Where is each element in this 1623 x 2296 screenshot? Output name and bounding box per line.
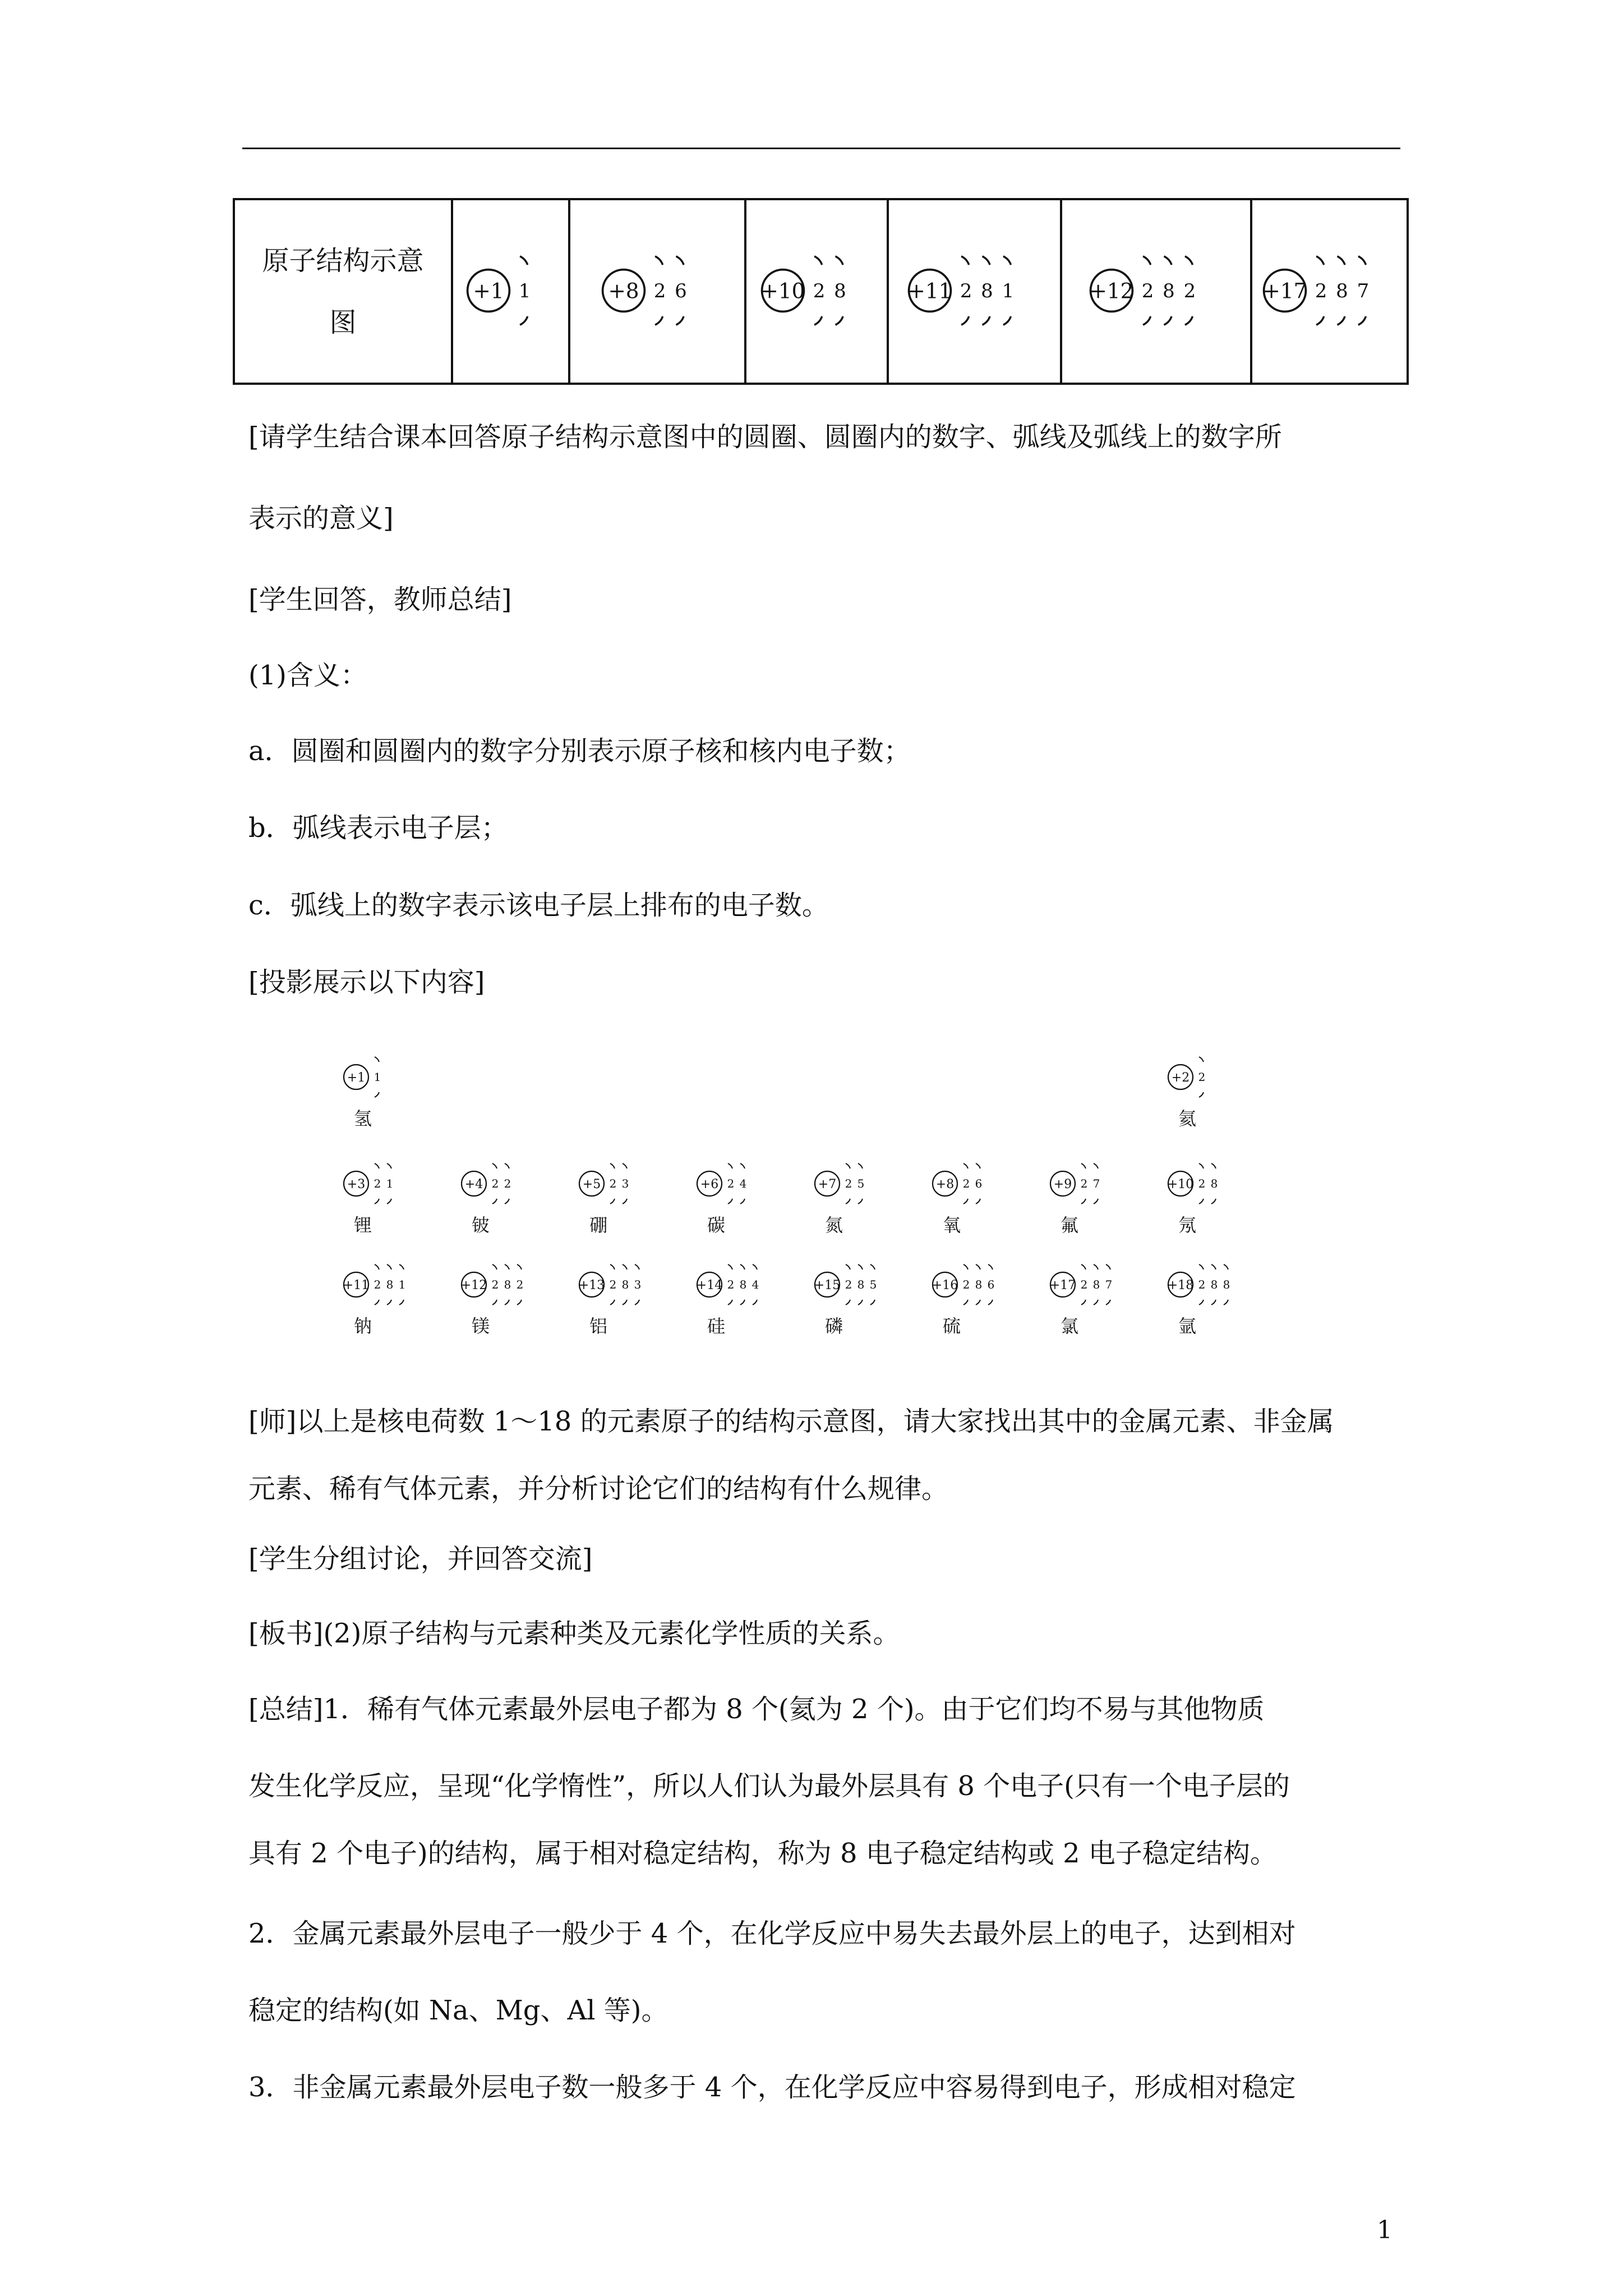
table-atom-cell — [1061, 199, 1251, 384]
element-cell — [579, 1163, 629, 1236]
shell-arc — [753, 1300, 757, 1305]
shell-arc — [740, 1199, 745, 1204]
shell-electron-count: 8 — [504, 1278, 511, 1291]
shell-electron-count: 2 — [845, 1177, 852, 1190]
shell-electron-count: 2 — [1080, 1278, 1088, 1291]
shell-arc — [1094, 1163, 1098, 1168]
shell-electron-count: 2 — [1141, 279, 1154, 302]
paragraph: a．圆圈和圆圈内的数字分别表示原子核和核内电子数； — [248, 735, 911, 767]
shell-arc — [375, 1264, 379, 1269]
paragraph: b．弧线表示电子层； — [248, 812, 508, 844]
shell-electron-count: 8 — [386, 1278, 394, 1291]
shell-arc — [814, 256, 822, 264]
paragraph: [师]以上是核电荷数 1～18 的元素原子的结构示意图，请大家找出其中的金属元素、非金属 — [248, 1406, 1334, 1437]
element-cell — [1168, 1057, 1205, 1129]
shell-electron-count: 2 — [813, 279, 826, 302]
shell-electron-count: 3 — [621, 1177, 629, 1190]
shell-electron-count: 6 — [675, 279, 687, 302]
shell-arc — [505, 1300, 509, 1305]
shell-arc — [1211, 1199, 1216, 1204]
shell-arc — [963, 1199, 968, 1204]
shell-electron-count: 2 — [609, 1278, 617, 1291]
shell-arc — [623, 1163, 627, 1168]
shell-arc — [1081, 1199, 1086, 1204]
nuclear-charge-label: +3 — [347, 1177, 366, 1191]
shell-electron-count: 1 — [374, 1070, 381, 1084]
paragraph: [板书](2)原子结构与元素种类及元素化学性质的关系。 — [248, 1618, 900, 1649]
shell-electron-count: 1 — [1002, 279, 1014, 302]
element-cell — [1050, 1163, 1100, 1236]
shell-electron-count: 8 — [975, 1278, 983, 1291]
shell-arc — [1003, 316, 1011, 324]
shell-arc — [961, 316, 969, 324]
shell-arc — [1143, 316, 1151, 324]
shell-arc — [387, 1300, 391, 1305]
shell-arc — [870, 1300, 875, 1305]
shell-arc — [610, 1264, 615, 1269]
nuclear-charge-label: +10 — [760, 278, 805, 303]
shell-electron-count: 2 — [516, 1278, 524, 1291]
shell-arc — [1337, 316, 1345, 324]
shell-electron-count: 2 — [1080, 1177, 1088, 1190]
shell-arc — [976, 1163, 980, 1168]
shell-electron-count: 3 — [634, 1278, 642, 1291]
element-name: 锂 — [353, 1214, 372, 1236]
shell-arc — [387, 1199, 391, 1204]
nuclear-charge-label: +12 — [460, 1278, 487, 1292]
shell-arc — [963, 1163, 968, 1168]
shell-arc — [520, 316, 528, 324]
shell-electron-count: 2 — [491, 1177, 499, 1190]
shell-arc — [387, 1163, 391, 1168]
element-structure-grid — [336, 1043, 1290, 1358]
nuclear-charge-label: +2 — [1171, 1071, 1190, 1085]
shell-electron-count: 5 — [857, 1177, 865, 1190]
shell-arc — [623, 1199, 627, 1204]
element-cell — [697, 1163, 746, 1236]
shell-arc — [1199, 1199, 1204, 1204]
nuclear-charge-label: +9 — [1053, 1177, 1072, 1191]
shell-arc — [1358, 256, 1366, 264]
nuclear-charge-label: +16 — [932, 1278, 958, 1292]
shell-arc — [1106, 1264, 1110, 1269]
shell-electron-count: 8 — [1162, 279, 1175, 302]
element-name: 硫 — [942, 1315, 961, 1337]
shell-arc — [1143, 256, 1151, 264]
element-cell — [814, 1264, 877, 1337]
element-cell — [815, 1163, 864, 1236]
shell-arc — [375, 1057, 379, 1062]
atom-diagram — [593, 234, 722, 347]
element-name: 氦 — [1178, 1108, 1197, 1129]
shell-arc — [655, 316, 663, 324]
shell-arc — [846, 1163, 850, 1168]
shell-arc — [492, 1300, 497, 1305]
paragraph: 元素、稀有气体元素，并分析讨论它们的结构有什么规律。 — [248, 1473, 949, 1504]
shell-arc — [1358, 316, 1366, 324]
nuclear-charge-label: +15 — [814, 1278, 841, 1292]
shell-electron-count: 2 — [1198, 1177, 1206, 1190]
shell-electron-count: 2 — [960, 279, 972, 302]
page-number: 1 — [1377, 2216, 1393, 2244]
element-cell — [697, 1264, 759, 1337]
shell-electron-count: 8 — [980, 279, 993, 302]
shell-electron-count: 8 — [1210, 1278, 1218, 1291]
shell-electron-count: 2 — [609, 1177, 617, 1190]
element-name: 氧 — [942, 1214, 961, 1236]
nuclear-charge-label: +5 — [582, 1177, 601, 1191]
nuclear-charge-label: +1 — [472, 278, 504, 303]
shell-arc — [610, 1300, 615, 1305]
shell-arc — [676, 256, 684, 264]
shell-arc — [1337, 256, 1345, 264]
shell-electron-count: 1 — [518, 279, 531, 302]
table-atom-cell — [452, 199, 569, 384]
shell-electron-count: 8 — [1092, 1278, 1100, 1291]
nuclear-charge-label: +7 — [818, 1177, 837, 1191]
shell-electron-count: 2 — [653, 279, 666, 302]
shell-arc — [1199, 1057, 1204, 1062]
shell-arc — [492, 1264, 497, 1269]
element-name: 氟 — [1060, 1214, 1079, 1236]
element-cell — [1168, 1264, 1230, 1337]
shell-arc — [728, 1300, 732, 1305]
shell-arc — [846, 1199, 850, 1204]
shell-arc — [976, 1199, 980, 1204]
shell-arc — [399, 1300, 404, 1305]
nuclear-charge-label: +1 — [347, 1071, 366, 1085]
paragraph: 发生化学反应，呈现“化学惰性”，所以人们认为最外层具有 8 个电子(只有一个电子层的 — [248, 1770, 1290, 1802]
shell-arc — [610, 1163, 615, 1168]
shell-electron-count: 1 — [398, 1278, 406, 1291]
shell-arc — [1199, 1300, 1204, 1305]
shell-arc — [1094, 1264, 1098, 1269]
atom-diagram — [1081, 234, 1232, 347]
nuclear-charge-label: +11 — [907, 278, 952, 303]
shell-electron-count: 2 — [374, 1278, 381, 1291]
paragraph: (1)含义： — [248, 660, 367, 691]
element-cell — [461, 1264, 524, 1337]
element-cell — [932, 1264, 995, 1337]
table-row — [234, 199, 1408, 384]
shell-arc — [505, 1199, 509, 1204]
shell-electron-count: 6 — [975, 1177, 983, 1190]
element-name: 硅 — [707, 1315, 726, 1337]
paragraph: [总结]1．稀有气体元素最外层电子都为 8 个(氦为 2 个)。由于它们均不易与其他物质 — [248, 1694, 1265, 1725]
shell-electron-count: 2 — [504, 1177, 511, 1190]
shell-electron-count: 2 — [845, 1278, 852, 1291]
shell-arc — [1081, 1264, 1086, 1269]
shell-arc — [1224, 1264, 1228, 1269]
element-cell — [933, 1163, 982, 1236]
shell-electron-count: 5 — [869, 1278, 877, 1291]
shell-arc — [399, 1264, 404, 1269]
shell-arc — [520, 256, 528, 264]
element-cell — [343, 1264, 406, 1337]
shell-arc — [676, 316, 684, 324]
shell-arc — [1184, 256, 1192, 264]
shell-arc — [963, 1264, 968, 1269]
shell-arc — [1106, 1300, 1110, 1305]
shell-arc — [1081, 1300, 1086, 1305]
shell-electron-count: 8 — [857, 1278, 865, 1291]
shell-arc — [517, 1300, 522, 1305]
nuclear-charge-label: +17 — [1262, 278, 1307, 303]
nuclear-charge-label: +4 — [464, 1177, 483, 1191]
shell-arc — [836, 256, 843, 264]
shell-arc — [1184, 316, 1192, 324]
nuclear-charge-label: +18 — [1167, 1278, 1194, 1292]
atom-diagram — [752, 234, 881, 347]
table-label-cell — [234, 199, 452, 384]
shell-arc — [517, 1264, 522, 1269]
shell-arc — [1003, 256, 1011, 264]
shell-electron-count: 2 — [727, 1177, 735, 1190]
shell-electron-count: 2 — [1198, 1278, 1206, 1291]
shell-arc — [375, 1163, 379, 1168]
shell-arc — [1199, 1092, 1204, 1097]
element-name: 钠 — [353, 1315, 372, 1337]
shell-electron-count: 4 — [751, 1278, 759, 1291]
shell-arc — [846, 1300, 850, 1305]
shell-arc — [753, 1264, 757, 1269]
shell-arc — [610, 1199, 615, 1204]
paragraph: [学生回答，教师总结] — [248, 584, 512, 615]
shell-arc — [988, 1264, 993, 1269]
element-name: 氯 — [1060, 1315, 1079, 1337]
shell-arc — [740, 1264, 745, 1269]
nuclear-charge-label: +13 — [578, 1278, 605, 1292]
shell-electron-count: 6 — [987, 1278, 995, 1291]
shell-arc — [988, 1300, 993, 1305]
paragraph: c．弧线上的数字表示该电子层上排布的电子数。 — [248, 890, 829, 921]
table-label-line: 原子结构示意 — [262, 245, 424, 277]
shell-arc — [635, 1264, 639, 1269]
table-atom-cell — [745, 199, 888, 384]
shell-arc — [858, 1300, 863, 1305]
shell-arc — [505, 1264, 509, 1269]
table-atom-cell — [1251, 199, 1408, 384]
table-atom-cell — [569, 199, 745, 384]
shell-electron-count: 2 — [374, 1177, 381, 1190]
shell-arc — [1224, 1300, 1228, 1305]
shell-arc — [740, 1163, 745, 1168]
shell-electron-count: 8 — [1335, 279, 1348, 302]
shell-arc — [505, 1163, 509, 1168]
shell-arc — [728, 1163, 732, 1168]
paragraph: 表示的意义] — [248, 503, 394, 534]
element-name: 氖 — [1178, 1214, 1197, 1236]
shell-arc — [961, 256, 969, 264]
table-atom-cell — [888, 199, 1061, 384]
shell-electron-count: 2 — [962, 1278, 970, 1291]
element-cell — [1050, 1264, 1113, 1337]
shell-electron-count: 7 — [1092, 1177, 1100, 1190]
shell-electron-count: 2 — [1198, 1070, 1206, 1084]
element-name: 碳 — [707, 1214, 726, 1236]
shell-arc — [963, 1300, 968, 1305]
shell-arc — [1199, 1163, 1204, 1168]
element-name: 氢 — [353, 1108, 372, 1129]
shell-arc — [375, 1199, 379, 1204]
nuclear-charge-label: +6 — [700, 1177, 719, 1191]
element-cell — [1168, 1163, 1218, 1236]
shell-electron-count: 2 — [1315, 279, 1327, 302]
shell-arc — [870, 1264, 875, 1269]
nuclear-charge-label: +12 — [1089, 278, 1133, 303]
paragraph: 3．非金属元素最外层电子数一般多于 4 个，在化学反应中容易得到电子，形成相对稳定 — [248, 2072, 1296, 2103]
shell-electron-count: 8 — [834, 279, 846, 302]
nuclear-charge-label: +14 — [696, 1278, 723, 1292]
shell-electron-count: 2 — [962, 1177, 970, 1190]
paragraph: [学生分组讨论，并回答交流] — [248, 1543, 593, 1575]
shell-arc — [1316, 316, 1324, 324]
shell-arc — [1081, 1163, 1086, 1168]
shell-electron-count: 8 — [1223, 1278, 1230, 1291]
element-name: 铝 — [589, 1315, 608, 1337]
shell-arc — [846, 1264, 850, 1269]
element-cell — [462, 1163, 511, 1236]
shell-electron-count: 8 — [621, 1278, 629, 1291]
shell-arc — [976, 1264, 980, 1269]
shell-arc — [1211, 1300, 1216, 1305]
shell-arc — [1199, 1264, 1204, 1269]
shell-arc — [728, 1264, 732, 1269]
shell-arc — [1211, 1163, 1216, 1168]
shell-arc — [623, 1264, 627, 1269]
shell-arc — [728, 1199, 732, 1204]
atom-diagram — [458, 234, 564, 347]
shell-electron-count: 2 — [727, 1278, 735, 1291]
shell-electron-count: 7 — [1357, 279, 1369, 302]
shell-arc — [375, 1092, 379, 1097]
paragraph: 稳定的结构(如 Na、Mg、Al 等)。 — [248, 1995, 668, 2026]
element-name: 硼 — [589, 1214, 608, 1236]
element-name: 氩 — [1178, 1315, 1197, 1337]
shell-arc — [1211, 1264, 1216, 1269]
shell-arc — [976, 1300, 980, 1305]
shell-arc — [492, 1163, 497, 1168]
paragraph: 2．金属元素最外层电子一般少于 4 个，在化学反应中易失去最外层上的电子，达到相对 — [248, 1918, 1296, 1949]
element-name: 镁 — [471, 1315, 490, 1337]
shell-electron-count: 1 — [386, 1177, 394, 1190]
table-label-line: 图 — [329, 306, 357, 338]
element-cell — [579, 1264, 642, 1337]
paragraph: 具有 2 个电子)的结构，属于相对稳定结构，称为 8 电子稳定结构或 2 电子稳定结构。 — [248, 1838, 1277, 1869]
nuclear-charge-label: +11 — [343, 1278, 370, 1292]
element-cell — [344, 1163, 393, 1236]
shell-arc — [492, 1199, 497, 1204]
shell-arc — [1164, 316, 1172, 324]
paragraph: [投影展示以下内容] — [248, 967, 485, 998]
shell-arc — [1094, 1300, 1098, 1305]
shell-electron-count: 2 — [491, 1278, 499, 1291]
nuclear-charge-label: +8 — [935, 1177, 955, 1191]
shell-electron-count: 7 — [1105, 1278, 1113, 1291]
shell-arc — [740, 1300, 745, 1305]
shell-arc — [1316, 256, 1324, 264]
shell-electron-count: 4 — [739, 1177, 747, 1190]
nuclear-charge-label: +8 — [608, 278, 639, 303]
shell-arc — [858, 1163, 863, 1168]
shell-arc — [836, 316, 843, 324]
shell-arc — [387, 1264, 391, 1269]
shell-arc — [375, 1300, 379, 1305]
shell-arc — [655, 256, 663, 264]
element-name: 氮 — [824, 1214, 843, 1236]
shell-electron-count: 8 — [1210, 1177, 1218, 1190]
shell-arc — [635, 1300, 639, 1305]
shell-arc — [858, 1199, 863, 1204]
atom-diagram — [1254, 234, 1405, 347]
header-rule — [242, 148, 1400, 149]
shell-arc — [982, 316, 990, 324]
shell-arc — [623, 1300, 627, 1305]
shell-arc — [1094, 1199, 1098, 1204]
element-name: 磷 — [824, 1315, 843, 1337]
element-name: 铍 — [471, 1214, 490, 1236]
shell-electron-count: 8 — [739, 1278, 747, 1291]
nuclear-charge-label: +17 — [1049, 1278, 1076, 1292]
shell-arc — [814, 316, 822, 324]
element-cell — [344, 1057, 381, 1129]
atom-structure-table — [233, 198, 1409, 385]
atom-diagram — [899, 234, 1050, 347]
nuclear-charge-label: +10 — [1167, 1177, 1194, 1191]
shell-arc — [1164, 256, 1172, 264]
paragraph: [请学生结合课本回答原子结构示意图中的圆圈、圆圈内的数字、弧线及弧线上的数字所 — [248, 421, 1282, 453]
shell-arc — [858, 1264, 863, 1269]
shell-arc — [982, 256, 990, 264]
shell-electron-count: 2 — [1183, 279, 1196, 302]
